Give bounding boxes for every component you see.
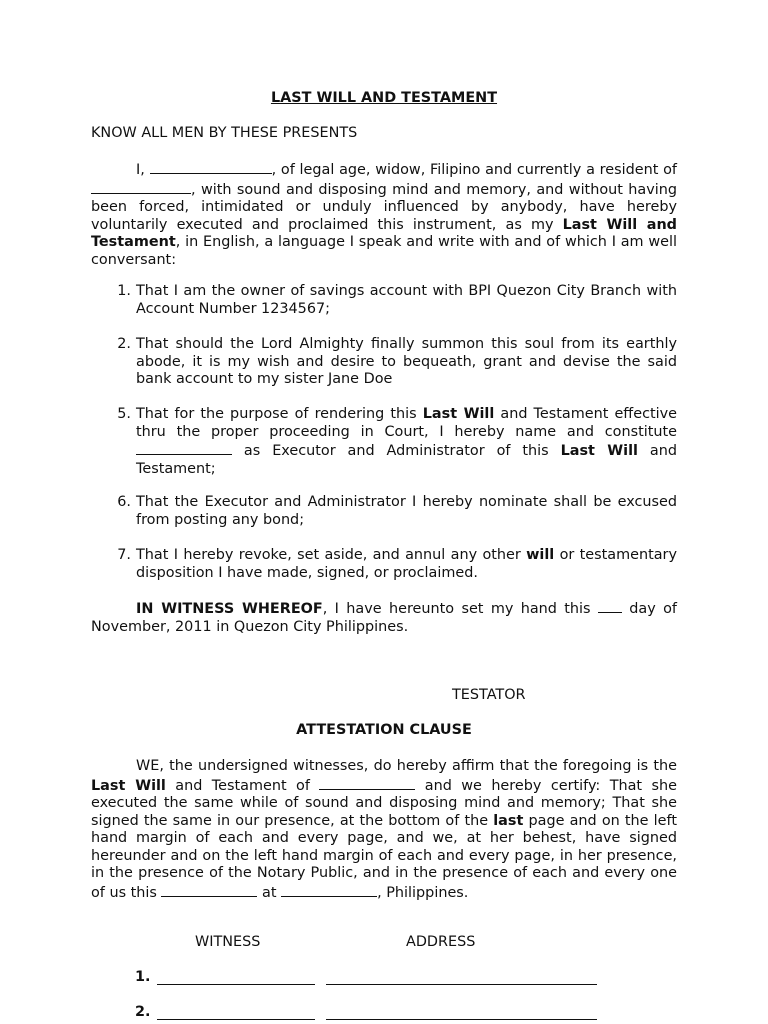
attestation-heading: ATTESTATION CLAUSE [296, 722, 472, 738]
address-line [326, 1019, 597, 1020]
address-column-header: ADDRESS [406, 934, 476, 950]
signature-row: 1. [135, 969, 655, 989]
witness-paragraph: IN WITNESS WHEREOF, I have hereunto set my hand this day of November, 2011 in Quezon City Philippines. [91, 601, 677, 635]
testator-name-blank [319, 776, 415, 790]
day-blank [598, 599, 622, 613]
testator-label: TESTATOR [452, 687, 526, 703]
intro-paragraph: I, , of legal age, widow, Filipino and currently a resident of , with sound and disposing mind and memory, and without having been forced, intimidated or unduly influenced by anybody, have hereby voluntarily executed and proclaimed this instrument, as my Last Will and Testament, in English, a language I speak and write with and of which I am well conversant: [91, 162, 677, 268]
place-blank [281, 883, 377, 897]
name-blank [150, 160, 272, 174]
preamble: KNOW ALL MEN BY THESE PRESENTS [91, 125, 358, 141]
attestation-paragraph: WE, the undersigned witnesses, do hereby affirm that the foregoing is the Last Will and Testament of and we hereby certify: That she executed the same while of sound and disposing mind and memory; That she signed the same in our presence, at the bottom of the last page and on the left hand margin of each and every page, and we, at her behest, have signed hereunder and on the left hand margin of each and every page, in her presence, in the presence of the Notary Public, and in the presence of each and every one of us this at , Philippines. [91, 758, 677, 901]
witness-signature-line [157, 984, 315, 985]
document-title: LAST WILL AND TESTAMENT [270, 90, 498, 106]
signature-row: 2. [135, 1004, 655, 1024]
address-line [326, 984, 597, 985]
residence-blank [91, 180, 191, 194]
date-blank [161, 883, 257, 897]
witness-column-header: WITNESS [195, 934, 261, 950]
witness-signature-line [157, 1019, 315, 1020]
executor-blank [136, 441, 232, 455]
